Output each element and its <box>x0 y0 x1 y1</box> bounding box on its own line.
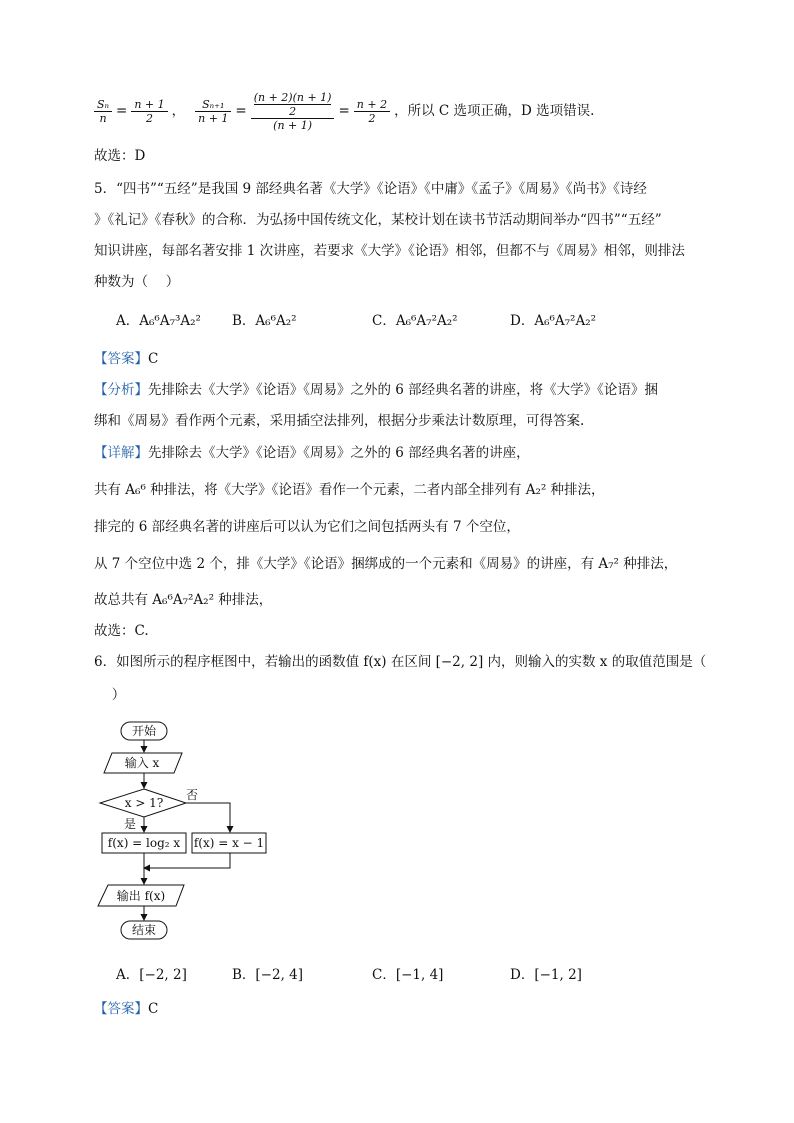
analysis-tag: 【分析】 <box>94 382 148 398</box>
fraction-denominator: 2 <box>368 111 376 125</box>
inner-numerator: (n + 2)(n + 1) <box>253 90 332 104</box>
fraction-sn1-over-n1 <box>195 98 231 125</box>
input-label: 输入 x <box>124 756 160 770</box>
q5-option-b: B．A₆⁶A₂² <box>232 313 297 329</box>
program-flowchart <box>94 716 284 946</box>
q5-analysis-line2: 绑和《周易》看作两个元素，采用插空法排列，根据分步乘法计数原理，可得答案. <box>94 413 585 429</box>
q4-choice: 故选：D <box>94 148 146 164</box>
fraction-numerator: Sₙ₊₁ <box>195 98 231 112</box>
q6-answer <box>94 1000 158 1018</box>
q5-detail-line2: 共有 A₆⁶ 种排法，将《大学》《论语》看作一个元素，二者内部全排列有 A₂² 种排法， <box>94 482 605 498</box>
equals-sign: = <box>116 103 128 119</box>
fraction-denominator: 2 <box>145 111 153 125</box>
fraction-compound-numerator <box>251 91 335 119</box>
q5-option-a: A．A₆⁶A₇³A₂² <box>116 313 201 329</box>
answer-tag: 【答案】 <box>94 351 148 367</box>
q5-option-d: D．A₆⁶A₇²A₂² <box>510 313 597 329</box>
comma: ， <box>171 103 186 119</box>
q5-stem-line2: 》《礼记》《春秋》的合称．为弘扬中国传统文化，某校计划在读书节活动期间举办“四书”“五经” <box>94 212 662 228</box>
fraction-sn-over-n <box>94 98 112 125</box>
fraction-numerator: n + 1 <box>131 98 167 112</box>
end-label: 结束 <box>131 923 157 937</box>
q5-detail-line4: 从 7 个空位中选 2 个，排《大学》《论语》捆绑成的一个元素和《周易》的讲座，有 A₇² 种排法， <box>94 556 678 572</box>
q6-option-b: B．[−2, 4] <box>232 967 304 983</box>
fraction-compound <box>251 91 335 132</box>
q5-detail-line1 <box>94 444 530 462</box>
fraction-rhs-2 <box>354 98 390 125</box>
detail-text: 先排除去《大学》《论语》《周易》之外的 6 部经典名著的讲座， <box>148 445 530 461</box>
formula-line <box>94 86 594 136</box>
q5-choice: 故选：C. <box>94 623 149 639</box>
q5-option-c: C．A₆⁶A₇²A₂² <box>372 313 458 329</box>
q6-stem-line1: 6．如图所示的程序框图中，若输出的函数值 f(x) 在区间 [−2, 2] 内，则输入的实数 x 的取值范围是（ <box>94 654 707 670</box>
fraction-numerator: Sₙ <box>94 98 112 112</box>
decision-label: x > 1? <box>124 796 164 810</box>
q6-option-a: A．[−2, 2] <box>116 967 187 983</box>
equals-sign: = <box>338 103 350 119</box>
detail-tag: 【详解】 <box>94 445 148 461</box>
answer-value: C <box>148 1001 159 1017</box>
linear-process-label: f(x) = x − 1 <box>193 836 265 850</box>
q5-stem-line4: 种数为（ ） <box>94 274 180 290</box>
answer-tag: 【答案】 <box>94 1001 148 1017</box>
equals-sign: = <box>235 103 247 119</box>
q5-stem-line1: 5．“四书”“五经”是我国 9 部经典名著《大学》《论语》《中庸》《孟子》《周易》《尚书》《诗经 <box>94 181 647 197</box>
q5-detail-line3: 排完的 6 部经典名著的讲座后可以认为它们之间包括两头有 7 个空位， <box>94 519 520 535</box>
q6-option-d: D．[−1, 2] <box>510 967 582 983</box>
fraction-numerator: n + 2 <box>354 98 390 112</box>
output-label: 输出 f(x) <box>116 889 166 903</box>
start-label: 开始 <box>131 724 157 738</box>
q6-option-c: C．[−1, 4] <box>372 967 444 983</box>
no-label: 否 <box>186 788 199 802</box>
log-process-label: f(x) = log₂ x <box>107 836 181 850</box>
fraction-denominator: n <box>99 111 107 125</box>
q5-detail-line5: 故总共有 A₆⁶A₇²A₂² 种排法， <box>94 592 273 608</box>
inner-denominator: 2 <box>289 104 297 118</box>
fraction-denominator: n + 1 <box>198 111 229 125</box>
answer-value: C <box>148 351 159 367</box>
fraction-rhs-1 <box>131 98 167 125</box>
yes-label: 是 <box>124 817 137 831</box>
analysis-text: 先排除去《大学》《论语》《周易》之外的 6 部经典名著的讲座，将《大学》《论语》捆 <box>148 382 658 398</box>
q5-answer <box>94 350 158 368</box>
q5-analysis-line1 <box>94 381 658 399</box>
formula-conclusion: ，所以 C 选项正确，D 选项错误. <box>394 103 595 119</box>
q5-stem-line3: 知识讲座，每部名著安排 1 次讲座，若要求《大学》《论语》相邻，但都不与《周易》相邻，则排法 <box>94 243 685 259</box>
fraction-denominator: (n + 1) <box>273 118 313 132</box>
q6-stem-line2: ） <box>94 687 126 703</box>
